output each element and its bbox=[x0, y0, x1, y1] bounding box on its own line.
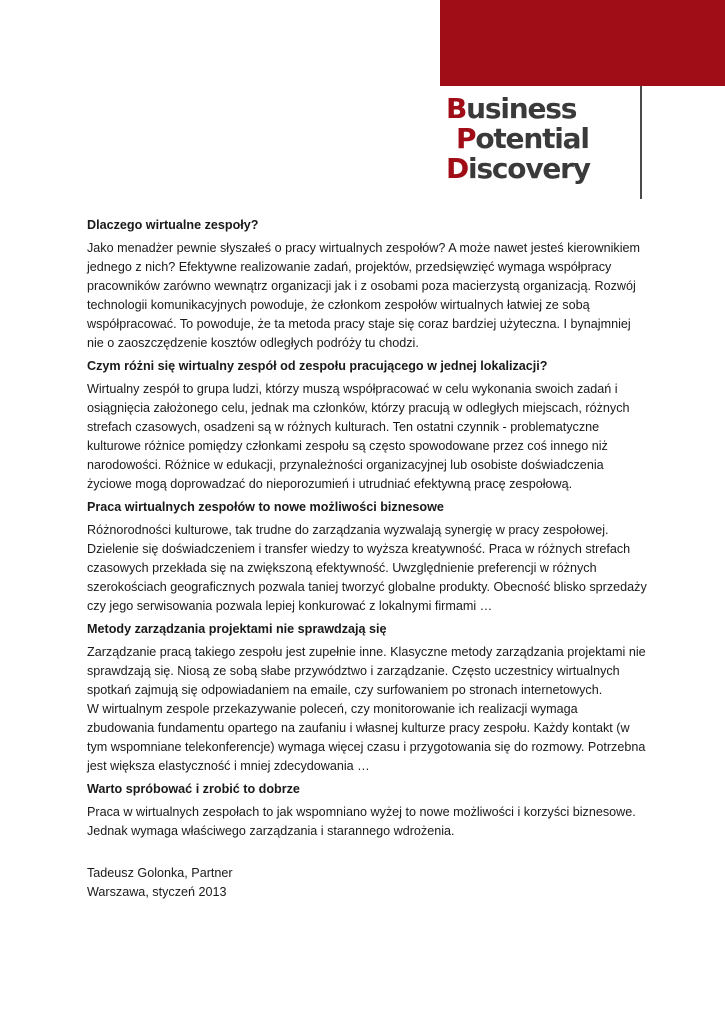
section-paragraph: W wirtualnym zespole przekazywanie poleceń, czy monitorowanie ich realizacji wymaga zbudowania fundamentu opartego na zaufaniu i własnej kulturze pracy zespołu. Każdy kontakt (w tym wspomniane telekonferencje) wymaga więcej czasu i przygotowania się do rozmowy. Potrzebna jest większa elastyczność i mniej zdecydowania … bbox=[87, 702, 646, 773]
section-paragraph: Różnorodności kulturowe, tak trudne do zarządzania wyzwalają synergię w pracy zespołowej. Dzielenie się doświadczeniem i transfer wiedzy to wyższa kreatywność. Praca w różnych strefach czasowych przekłada się na zwiększoną efektywność. Uwzględnienie preferencji w różnych szerokościach geograficznych pozwala taniej tworzyć globalne produkty. Obecność blisko sprzedaży czy jego serwisowania pozwala lepiej konkurować z lokalnymi firmami … bbox=[87, 523, 647, 613]
signature-author: Tadeusz Golonka, Partner bbox=[87, 866, 233, 880]
signature-place-date: Warszawa, styczeń 2013 bbox=[87, 885, 227, 899]
spacer bbox=[87, 845, 647, 864]
section-paragraph: Zarządzanie pracą takiego zespołu jest zupełnie inne. Klasyczne metody zarządzania projektami nie sprawdzają się. Niosą ze sobą słabe przywództwo i zarządzanie. Często uczestnicy wirtualnych spotkań zajmują się odpowiadaniem na emaile, czy surfowaniem po stronach internetowych. bbox=[87, 645, 646, 697]
company-logo bbox=[446, 94, 590, 184]
document-body bbox=[87, 216, 647, 902]
section-heading: Praca wirtualnych zespołów to nowe możliwości biznesowe bbox=[87, 500, 444, 514]
header-vertical-rule bbox=[640, 86, 642, 199]
logo-word-potential: Potential bbox=[456, 122, 589, 155]
section-heading: Czym różni się wirtualny zespół od zespołu pracującego w jednej lokalizacji? bbox=[87, 359, 548, 373]
logo-word-discovery: Discovery bbox=[446, 152, 590, 185]
section-heading: Warto spróbować i zrobić to dobrze bbox=[87, 782, 300, 796]
header-red-block bbox=[440, 0, 725, 86]
section-paragraph: Praca w wirtualnych zespołach to jak wspomniano wyżej to nowe możliwości i korzyści biznesowe. Jednak wymaga właściwego zarządzania i starannego wdrożenia. bbox=[87, 805, 636, 838]
section-heading: Dlaczego wirtualne zespoły? bbox=[87, 218, 259, 232]
section-paragraph: Wirtualny zespół to grupa ludzi, którzy muszą współpracować w celu wykonania swoich zadań i osiągnięcia założonego celu, jednak ma członków, którzy pracują w odległych miejscach, różnych strefach czasowych, osadzeni są w różnych kulturach. Ten ostatni czynnik - problematyczne kulturowe różnice pomiędzy członkami zespołu są często spowodowane przez coś innego niż narodowości. Różnice w edukacji, przynależności organizacyjnej lub osobiste doświadczenia życiowe mogą doprowadzać do nieporozumień i utrudniać efektywną pracę zespołową. bbox=[87, 382, 630, 491]
section-heading: Metody zarządzania projektami nie sprawdzają się bbox=[87, 622, 387, 636]
section-paragraph: Jako menadżer pewnie słyszałeś o pracy wirtualnych zespołów? A może nawet jesteś kierownikiem jednego z nich? Efektywne realizowanie zadań, projektów, przedsięwzięć wymaga współpracy pracowników zarówno wewnątrz organizacji jak i z osobami poza macierzystą organizacją. Rozwój technologii komunikacyjnych powoduje, że członkom zespołów wirtualnych łatwiej ze sobą współpracować. To powoduje, że ta metoda pracy staje się coraz bardziej użyteczna. I bynajmniej nie o zaoszczędzenie kosztów odległych podróży tu chodzi. bbox=[87, 241, 640, 350]
logo-word-business: Business bbox=[446, 92, 577, 125]
